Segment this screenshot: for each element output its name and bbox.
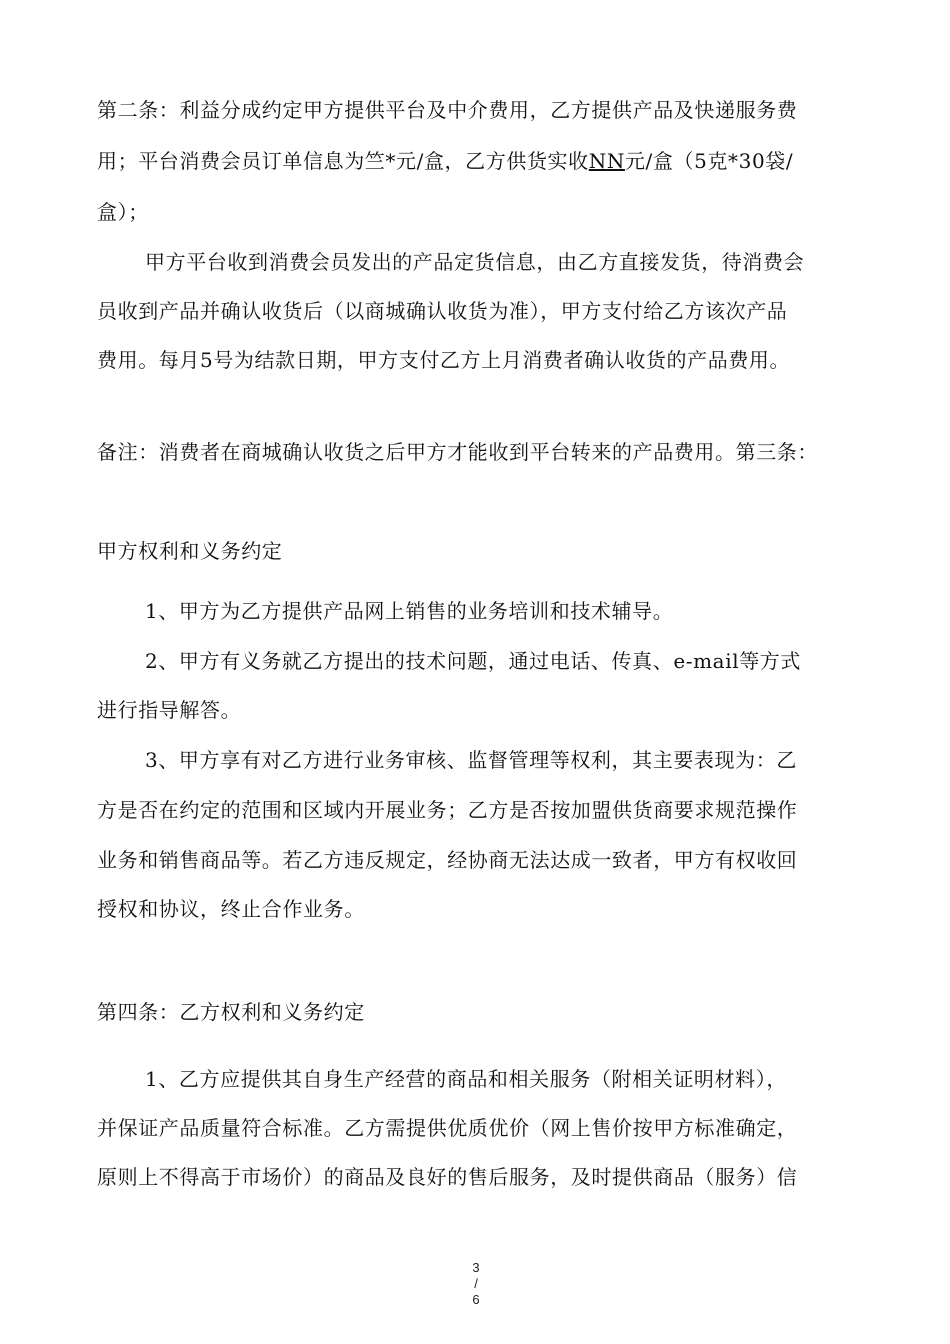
article4-item1-line3: 原则上不得高于市场价）的商品及良好的售后服务，及时提供商品（服务）信 (97, 1165, 798, 1189)
article3-item3-line3: 业务和销售商品等。若乙方违反规定，经协商无法达成一致者，甲方有权收回 (97, 848, 798, 872)
article2-note: 备注：消费者在商城确认收货之后甲方才能收到平台转来的产品费用。第三条： (97, 440, 818, 464)
page-number-separator: / (474, 1276, 478, 1291)
nn-placeholder: NN (588, 149, 625, 173)
article3-item3-line1: 3、甲方享有对乙方进行业务审核、监督管理等权利，其主要表现为：乙 (145, 748, 797, 772)
article2-line2-a: 用；平台消费会员订单信息为竺*元/盒，乙方供货实收 (97, 149, 589, 173)
article3-item2-line2: 进行指导解答。 (97, 698, 242, 722)
article4-item1-line2: 并保证产品质量符合标准。乙方需提供优质优价（网上售价按甲方标准确定， (97, 1116, 798, 1140)
article2-para2-line1: 甲方平台收到消费会员发出的产品定货信息，由乙方直接发货，待消费会 (145, 250, 805, 274)
page-number-total: 6 (472, 1292, 480, 1307)
article3-heading: 甲方权利和义务约定 (97, 539, 283, 563)
article3-item3-line4: 授权和协议，终止合作业务。 (97, 897, 365, 921)
article2-line3: 盒）； (97, 200, 149, 224)
article4-item1-line1: 1、乙方应提供其自身生产经营的商品和相关服务（附相关证明材料）， (145, 1067, 787, 1091)
page-number-current: 3 (472, 1260, 480, 1275)
article3-item1: 1、甲方为乙方提供产品网上销售的业务培训和技术辅导。 (145, 599, 674, 623)
article2-line1: 第二条：利益分成约定甲方提供平台及中介费用，乙方提供产品及快递服务费 (97, 98, 798, 122)
article2-para2-line2: 员收到产品并确认收货后（以商城确认收货为准），甲方支付给乙方该次产品 (97, 299, 788, 323)
article4-heading: 第四条：乙方权利和义务约定 (97, 1000, 365, 1024)
article3-item3-line2: 方是否在约定的范围和区域内开展业务；乙方是否按加盟供货商要求规范操作 (97, 798, 798, 822)
article2-line2 (97, 147, 793, 175)
article2-para2-line3: 费用。每月5号为结款日期，甲方支付乙方上月消费者确认收货的产品费用。 (97, 348, 791, 372)
article3-item2-line1: 2、甲方有义务就乙方提出的技术问题，通过电话、传真、e-mail等方式 (145, 649, 801, 673)
article2-line2-b: 元/盒（5克*30袋/ (624, 149, 794, 173)
